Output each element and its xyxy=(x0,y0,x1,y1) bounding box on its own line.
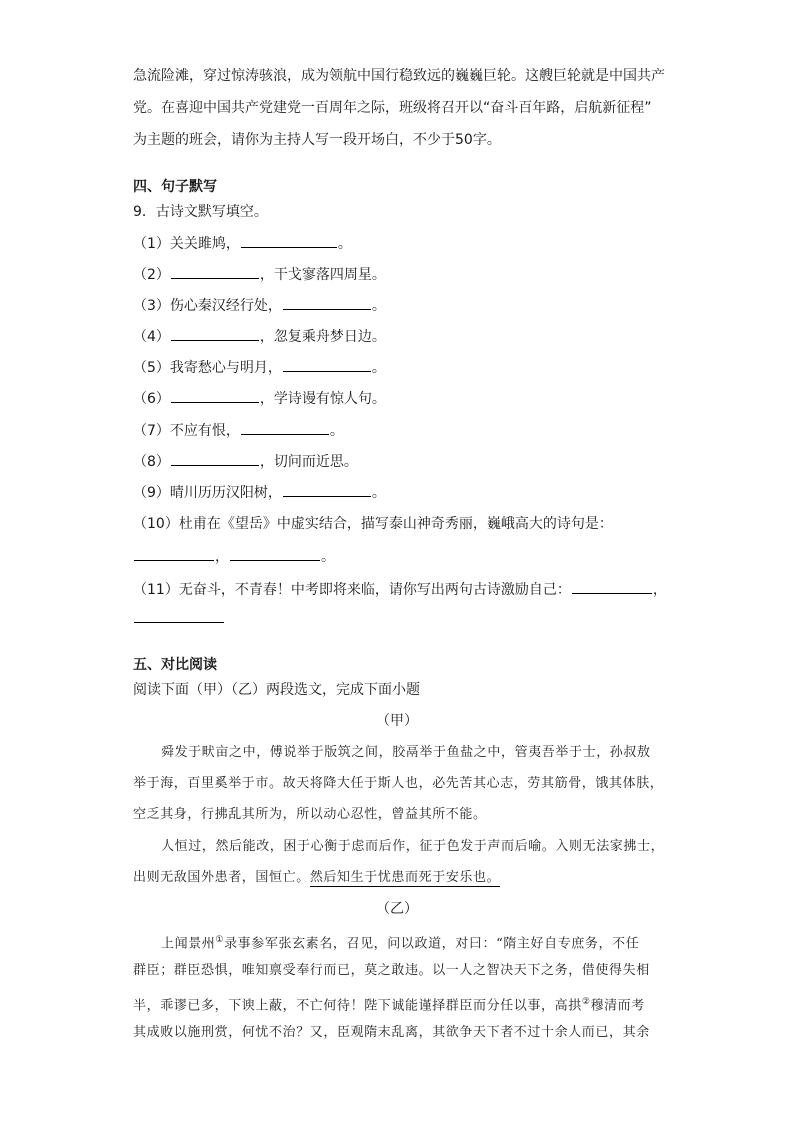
intro-line-1: 急流险滩，穿过惊涛骇浪，成为领航中国行稳致远的巍巍巨轮。这艘巨轮就是中国共产 xyxy=(133,68,665,84)
reading-instruction: 阅读下面（甲）（乙）两段选文，完成下面小题 xyxy=(133,682,420,698)
underlined-sentence: 然后知生于忧患而死于安乐也。 xyxy=(309,870,501,885)
passage-text: 上闻景州 xyxy=(161,936,216,952)
item-text: ，忽复乘舟梦日边。 xyxy=(259,329,386,345)
passage-jia-title: （甲） xyxy=(376,713,418,729)
passage-text: 录事参军张玄素名，召见，问以政道，对曰：“隋主好自专庶务，不任 xyxy=(224,936,640,952)
fill-item-8 xyxy=(133,451,358,472)
fill-item-7 xyxy=(133,420,344,441)
item-text: （2） xyxy=(133,267,170,283)
passage-jia-line: 舜发于畎亩之中，傅说举于版筑之间，胶鬲举于鱼盐之中，管夷吾举于士，孙叔敖 xyxy=(161,745,651,760)
answer-blank[interactable] xyxy=(171,388,259,403)
passage-text: 出则无敌国外患者，国恒亡。 xyxy=(133,870,310,885)
answer-blank[interactable] xyxy=(171,326,259,341)
passage-jia-line: 举于海，百里奚举于市。故天将降大任于斯人也，必先苦其心志，劳其筋骨，饿其体肤， xyxy=(133,776,664,791)
item-text: 。 xyxy=(371,485,386,501)
item-text: 。 xyxy=(337,236,352,252)
passage-yi-line xyxy=(161,930,639,954)
fill-item-4 xyxy=(133,326,386,347)
item-text: （6） xyxy=(133,391,170,407)
section-5-heading: 五、对比阅读 xyxy=(133,657,217,673)
separator: ， xyxy=(215,549,229,565)
intro-line-3: 为主题的班会，请你为主持人写一段开场白，不少于50字。 xyxy=(133,132,501,148)
fill-item-11-blank-2 xyxy=(133,608,225,629)
fill-item-10-blanks xyxy=(133,546,335,567)
separator: ， xyxy=(652,582,667,598)
passage-jia-line: 空乏其身，行拂乱其所为，所以动心忍性，曾益其所不能。 xyxy=(133,807,487,822)
intro-line-2: 党。在喜迎中国共产党建党一百周年之际，班级将召开以“奋斗百年路，启航新征程” xyxy=(133,100,652,116)
item-text: ，学诗谩有惊人句。 xyxy=(259,391,386,407)
answer-blank[interactable] xyxy=(241,233,337,248)
item-text: 。 xyxy=(371,298,386,314)
passage-yi-title: （乙） xyxy=(376,901,418,917)
fill-item-11 xyxy=(133,579,667,600)
fill-item-10: （10）杜甫在《望岳》中虚实结合，描写泰山神奇秀丽，巍峨高大的诗句是： xyxy=(133,516,613,532)
fill-item-5 xyxy=(133,357,386,378)
fill-item-6 xyxy=(133,388,386,409)
answer-blank[interactable] xyxy=(283,357,371,372)
item-text: （8） xyxy=(133,454,170,470)
item-text: （1）关关雎鸠， xyxy=(133,236,240,252)
item-text: （5）我寄愁心与明月， xyxy=(133,360,282,376)
fill-item-2 xyxy=(133,264,386,285)
answer-blank[interactable] xyxy=(241,420,329,435)
item-text: ，干戈寥落四周星。 xyxy=(259,267,386,283)
question-9: 9．古诗文默写填空。 xyxy=(133,204,268,220)
item-text: （4） xyxy=(133,329,170,345)
answer-blank[interactable] xyxy=(171,264,259,279)
passage-text: 穆清而考 xyxy=(590,998,645,1014)
fill-item-9 xyxy=(133,482,386,503)
passage-jia-line xyxy=(133,868,500,888)
answer-blank[interactable] xyxy=(134,608,224,623)
passage-yi-line: 群臣；群臣恐惧，唯知禀受奉行而已，莫之敢违。以一人之智决天下之务，借使得失相 xyxy=(133,963,650,978)
answer-blank[interactable] xyxy=(230,546,320,561)
passage-text: 半，乖谬已多，下谀上蔽，不亡何待！陛下诚能谨择群臣而分任以事，高拱 xyxy=(133,998,582,1014)
answer-blank[interactable] xyxy=(283,482,371,497)
item-text: （9）晴川历历汉阳树， xyxy=(133,485,282,501)
fill-item-1 xyxy=(133,233,352,254)
footnote-marker: ① xyxy=(215,935,225,945)
footnote-marker: ② xyxy=(581,997,591,1007)
answer-blank[interactable] xyxy=(572,579,652,594)
section-4-heading: 四、句子默写 xyxy=(133,179,217,195)
item-text: （7）不应有恨， xyxy=(133,423,240,439)
passage-jia-line: 人恒过，然后能改，困于心衡于虑而后作，征于色发于声而后喻。入则无法家拂士， xyxy=(161,839,665,854)
end-mark: 。 xyxy=(321,549,335,565)
passage-yi-line: 其成败以施刑赏，何忧不治？又，臣观隋末乱离，其欲争天下者不过十余人而已，其余 xyxy=(133,1025,650,1040)
answer-blank[interactable] xyxy=(171,451,259,466)
item-text: 。 xyxy=(329,423,344,439)
item-text: （11）无奋斗，不青春！中考即将来临，请你写出两句古诗激励自己： xyxy=(133,582,571,598)
fill-item-3 xyxy=(133,295,386,316)
answer-blank[interactable] xyxy=(134,546,214,561)
passage-yi-line xyxy=(133,992,645,1016)
item-text: ，切问而近思。 xyxy=(259,454,358,470)
item-text: （3）伤心秦汉经行处， xyxy=(133,298,282,314)
answer-blank[interactable] xyxy=(283,295,371,310)
item-text: 。 xyxy=(371,360,386,376)
